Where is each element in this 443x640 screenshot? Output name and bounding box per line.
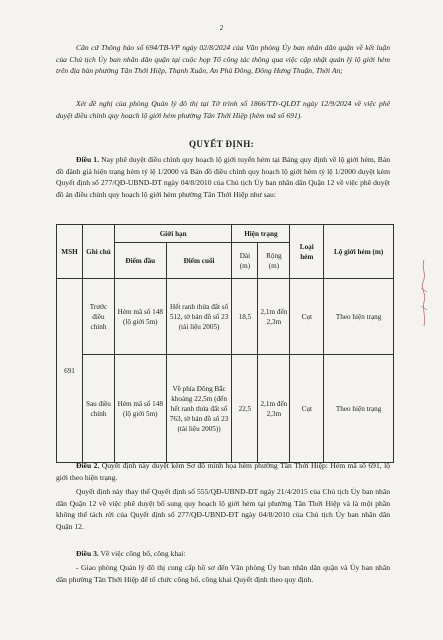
article-3-label: Điều 3. [76,549,99,558]
boundary-table [56,224,394,463]
article-1-label: Điều 1. [76,155,99,164]
article-2-paragraph [56,460,390,483]
decision-heading: QUYẾT ĐỊNH: [189,139,254,149]
cell-dai: 22,5 [232,355,258,463]
article-2-text: Quyết định này duyệt kèm Sơ đồ minh họa hẻm phường Tân Thới Hiệp: Hẻm mã số 691, lộ giới theo hiện trạng. [56,461,391,482]
cancu-paragraph-1: Căn cứ Thông báo số 694/TB-VP ngày 02/8/2024 của Văn phòng Ủy ban nhân dân quận về kết luận của Chủ tịch Ủy ban nhân dân quận tại cuộc họp Tổ công tác thông qua việc cập nhật quản lý lộ giới hẻm trên địa bàn phường Tân Thới Hiệp, Thạnh Xuân, An Phú Đông, Đông Hưng Thuận, Thới An; [56,43,390,76]
header-diemcuoi: Điểm cuối [166,243,232,279]
article-3-item-paragraph: - Giao phòng Quản lý đô thị cung cấp hồ sơ đến Văn phòng Ủy ban nhân dân quận và Ủy ban nhân dân phường Tân Thới Hiệp để tổ chức công bố, công khai Quyết định theo quy định. [56,563,390,584]
cell-diemcuoi: Hết ranh thửa đất số 512, tờ bản đồ số 23 (tài liệu 2005) [166,279,232,355]
cell-loaihem: Cụt [290,355,324,463]
cancu-paragraph-2: Xét đề nghị của phòng Quản lý đô thị tại Tờ trình số 1866/TTr-QLĐT ngày 12/9/2024 về việc phê duyệt điều chỉnh quy hoạch lộ giới hẻm phường Tân Thới Hiệp (hẻm mã số 691). [56,99,390,120]
cell-ghichu: Trước điều chỉnh [82,279,114,355]
cell-ghichu: Sau điều chỉnh [82,355,114,463]
cell-loaihem: Cụt [290,279,324,355]
cell-dai: 18,5 [232,279,258,355]
header-hientrang: Hiện trạng [232,225,290,243]
side-signature-mark [417,258,431,328]
cell-msh: 691 [57,279,83,463]
article-1-text: Nay phê duyệt điều chỉnh quy hoạch lộ giới tuyến hẻm tại Bảng quy định về lộ giới hẻm, Bản đồ đánh giá hiện trạng hẻm tỷ lệ 1/2000 và Bản đồ điều chỉnh quy hoạch lộ giới hẻm tỷ lệ 1/2000 duyệt kèm Quyết định số 277/QĐ-UBND-ĐT ngày 04/8/2010 của Chủ tịch Ủy ban nhân dân Quận 12 về việc phê duyệt đồ án điều chỉnh quy hoạch lộ giới hẻm phường Tân Thới Hiệp như sau: [56,155,390,199]
header-diemdau: Điểm đầu [114,243,166,279]
article-2-replacement-paragraph: Quyết định này thay thế Quyết định số 555/QĐ-UBND-ĐT ngày 21/4/2015 của Chủ tịch Ủy ban nhân dân Quận 12 về việc phê duyệt bổ sung quy hoạch lộ giới hẻm tại phường Tân Thới Hiệp và là một phần không thể tách rời của Quyết định số 277/QĐ-UBND-ĐT ngày 04/8/2010 của Chủ tịch Ủy ban nhân dân Quận 12. [56,487,390,531]
header-dai: Dài (m) [232,243,258,279]
cell-diemcuoi: Về phía Đông Bắc khoảng 22,5m (đến hết ranh thửa đất số 763, tờ bản đồ số 23 (tài liệu 2005)) [166,355,232,463]
header-gioihan: Giới hạn [114,225,232,243]
article-2-label: Điều 2. [76,461,100,470]
cell-diemdau: Hẻm mã số 148 (lộ giới 5m) [114,279,166,355]
cell-logioi: Theo hiện trạng [324,355,394,463]
header-msh: MSH [57,225,83,279]
header-rong: Rộng (m) [258,243,290,279]
table-row [57,279,394,355]
table-row [57,355,394,463]
header-logioi: Lộ giới hẻm (m) [324,225,394,279]
article-3-text: Về việc công bố, công khai: [98,549,186,558]
cell-logioi: Theo hiện trạng [324,279,394,355]
cell-rong: 2,1m đến 2,3m [258,355,290,463]
cell-diemdau: Hẻm mã số 148 (lộ giới 5m) [114,355,166,463]
page-number: 2 [219,24,224,32]
header-ghichu: Ghi chú [82,225,114,279]
article-1-paragraph [56,154,390,200]
cell-rong: 2,1m đến 2,3m [258,279,290,355]
header-loaihem: Loại hẻm [290,225,324,279]
article-3-paragraph [56,548,390,560]
